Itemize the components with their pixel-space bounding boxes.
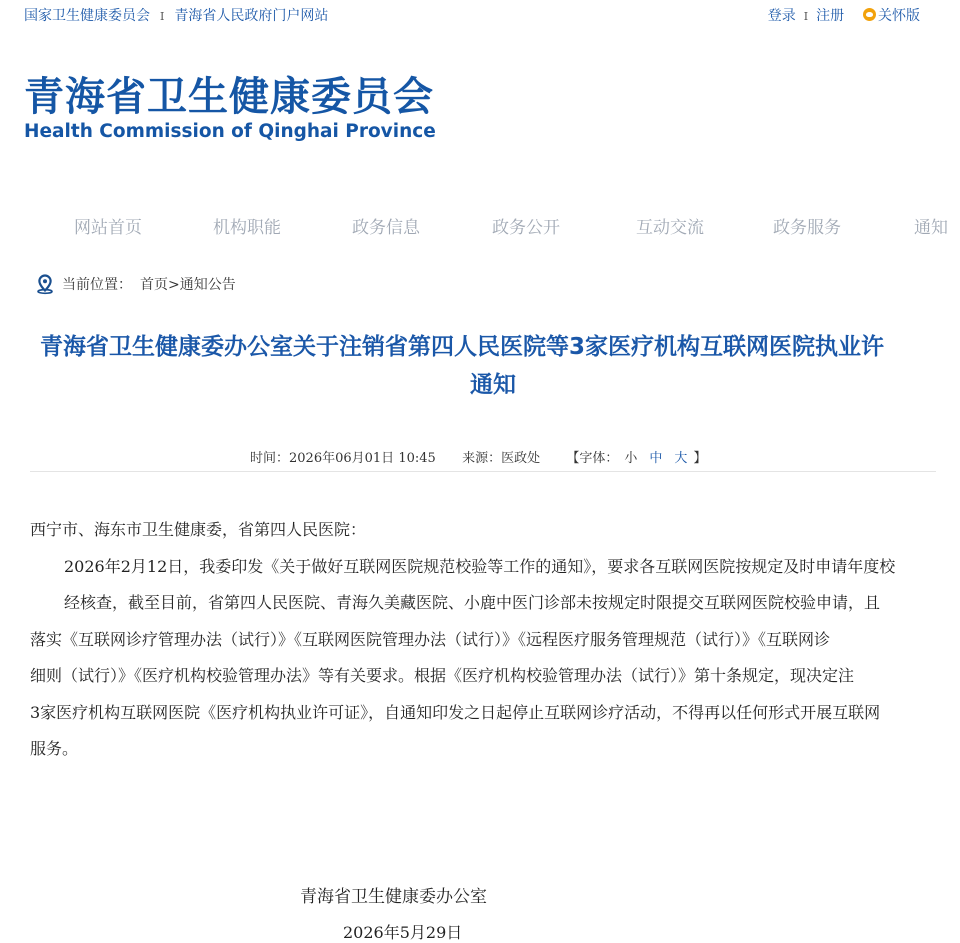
article-title xyxy=(30,328,936,404)
link-qinghai-gov[interactable]: 青海省人民政府门户网站 xyxy=(174,8,329,24)
signature-date: 2026年5月29日 xyxy=(343,923,463,942)
link-nhc[interactable]: 国家卫生健康委员会 xyxy=(24,8,150,24)
breadcrumb-home[interactable]: 首页 xyxy=(140,277,168,293)
care-mode-icon xyxy=(863,8,876,21)
top-bar xyxy=(0,0,960,28)
paragraph-salutation: 西宁市、海东市卫生健康委，省第四人民医院： xyxy=(30,520,367,539)
paragraph: 服务。 xyxy=(30,739,79,758)
font-size-small[interactable]: 小 xyxy=(624,451,638,466)
article-title-line1: 青海省卫生健康委办公室关于注销省第四人民医院等3家医疗机构互联网医院执业许 xyxy=(40,334,885,360)
article-body xyxy=(30,512,936,768)
paragraph: 3家医疗机构互联网医院《医疗机构执业许可证》，自通知印发之日起停止互联网诊疗活动，不得再以任何形式开展互联网 xyxy=(30,702,881,722)
logo-en: Health Commission of Qinghai Province xyxy=(24,121,436,142)
separator: I xyxy=(803,10,809,23)
font-size-large[interactable]: 大 xyxy=(674,451,688,466)
paragraph: 经核查，截至目前，省第四人民医院、青海久美藏医院、小鹿中医门诊部未按规定时限提交互联网医院校验申请，且 xyxy=(64,593,881,612)
time-label: 时间： xyxy=(250,451,290,466)
nav-item-gov-open[interactable]: 政务公开 xyxy=(492,218,560,238)
nav-item-gov-service[interactable]: 政务服务 xyxy=(773,218,841,238)
source-value: 医政处 xyxy=(501,451,541,466)
breadcrumb-current[interactable]: 通知公告 xyxy=(179,277,236,293)
nav-item-interaction[interactable]: 互动交流 xyxy=(636,218,704,238)
main-nav xyxy=(0,210,948,238)
paragraph: 细则（试行）》《医疗机构校验管理办法》等有关要求。根据《医疗机构校验管理办法（试行）》第十条规定，现决定注 xyxy=(30,666,855,685)
external-links xyxy=(24,5,328,25)
paragraph: 2026年2月12日，我委印发《关于做好互联网医院规范校验等工作的通知》，要求各互联网医院按规定及时申请年度校 xyxy=(64,556,896,576)
nav-item-gov-info[interactable]: 政务信息 xyxy=(352,218,420,238)
register-link[interactable]: 注册 xyxy=(816,8,845,24)
breadcrumb-separator: > xyxy=(168,277,180,293)
signature: 青海省卫生健康委办公室 xyxy=(300,887,487,907)
site-logo[interactable] xyxy=(24,74,436,143)
breadcrumb-label: 当前位置： xyxy=(62,277,132,293)
login-link[interactable]: 登录 xyxy=(767,8,796,24)
separator: I xyxy=(160,10,165,23)
publish-time: 2026年06月01日 10:45 xyxy=(289,451,436,466)
nav-item-notice[interactable]: 通知 xyxy=(914,218,948,238)
paragraph: 落实《互联网诊疗管理办法（试行）》《互联网医院管理办法（试行）》《远程医疗服务管理规范（试行）》《互联网诊 xyxy=(30,629,831,649)
care-mode-label: 关怀版 xyxy=(878,8,920,24)
user-links xyxy=(768,5,920,25)
article-meta xyxy=(250,447,706,466)
care-mode-link[interactable] xyxy=(863,8,920,24)
font-size-medium[interactable]: 中 xyxy=(649,451,663,466)
font-size-close: 】 xyxy=(693,451,707,466)
logo-cn: 青海省卫生健康委员会 xyxy=(24,74,434,120)
source-label: 来源： xyxy=(462,451,502,466)
breadcrumb xyxy=(36,274,236,294)
nav-item-home[interactable]: 网站首页 xyxy=(74,218,142,238)
font-size-open: 【字体： xyxy=(566,451,619,466)
divider xyxy=(30,471,936,472)
nav-item-functions[interactable]: 机构职能 xyxy=(213,218,281,238)
location-pin-icon xyxy=(36,274,54,294)
article-title-line2: 通知 xyxy=(470,372,516,398)
